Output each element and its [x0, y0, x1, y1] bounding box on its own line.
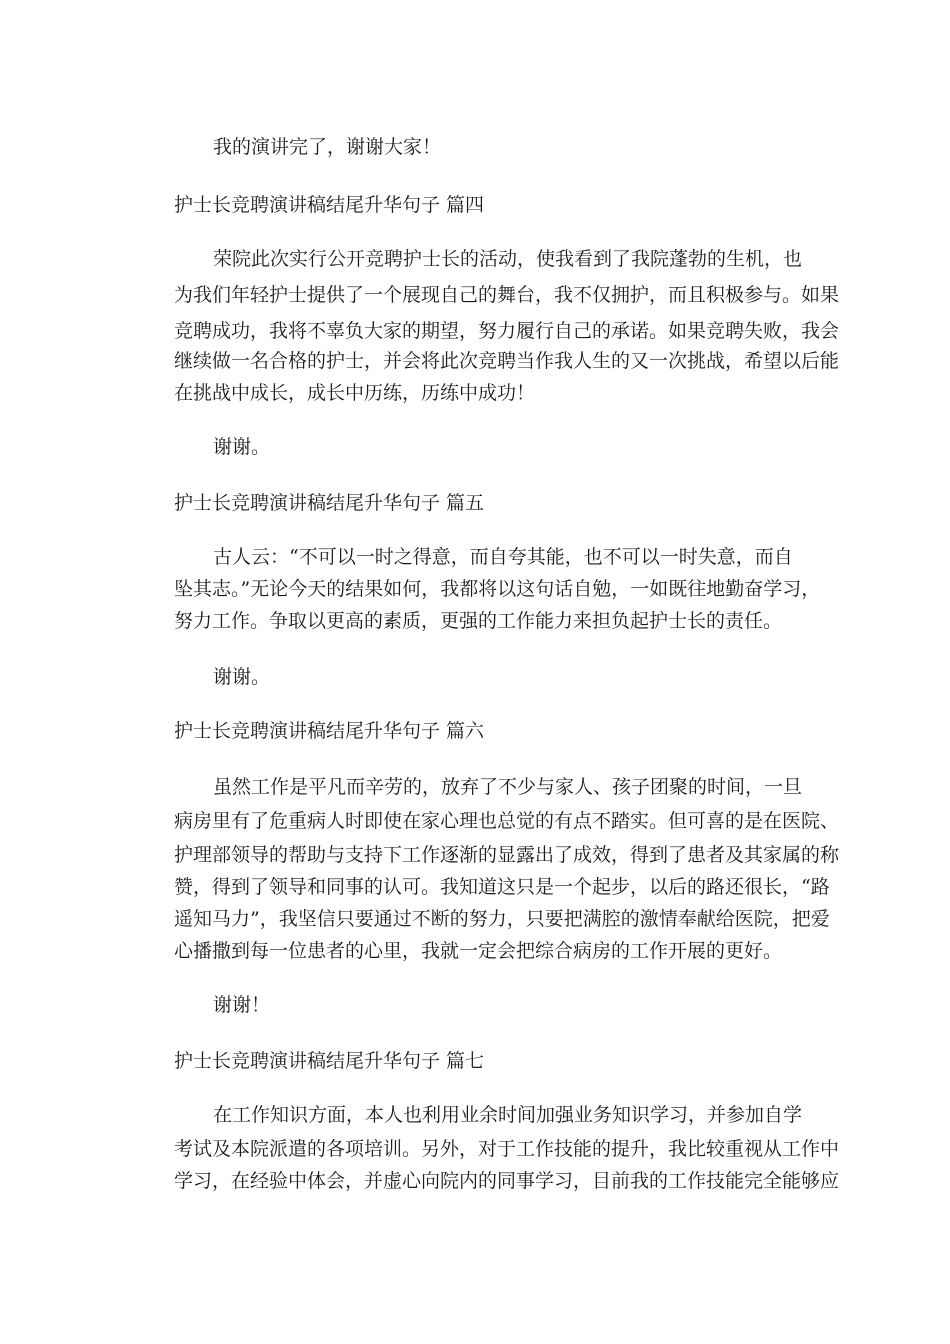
- paragraph-line: [0, 806, 950, 836]
- section-4-thanks: 谢谢。: [213, 436, 271, 458]
- section-6-line-4: 赞，得到了领导和同事的认可。我知道这只是一个起步，以后的路还很长，“路: [174, 876, 830, 898]
- paragraph-line: [0, 1166, 950, 1196]
- paragraph-line: [0, 936, 950, 966]
- section-4-heading: 护士长竞聘演讲稿结尾升华句子 篇四: [174, 194, 485, 216]
- section-heading: [0, 716, 950, 746]
- section-6-line-6: 心播撒到每一位患者的心里，我就一定会把综合病房的工作开展的更好。: [174, 940, 783, 962]
- section-4-line-3: 竞聘成功，我将不辜负大家的期望，努力履行自己的承诺。如果竞聘失败，我会: [174, 320, 840, 342]
- closing-text: 我的演讲完了，谢谢大家！: [213, 136, 442, 158]
- paragraph-line: [0, 772, 950, 802]
- section-6-line-3: 护理部领导的帮助与支持下工作逐渐的显露出了成效，得到了患者及其家属的称: [174, 844, 840, 866]
- section-5-heading: 护士长竞聘演讲稿结尾升华句子 篇五: [174, 492, 485, 514]
- section-5-line-1: 古人云：“不可以一时之得意，而自夸其能，也不可以一时失意，而自: [213, 546, 793, 568]
- section-7-line-2: 考试及本院派遣的各项培训。另外，对于工作技能的提升，我比较重视从工作中: [174, 1138, 840, 1160]
- section-6-line-2: 病房里有了危重病人时即使在家心理也总觉的有点不踏实。但可喜的是在医院、: [174, 810, 840, 832]
- paragraph-line: [0, 1100, 950, 1130]
- section-4-line-4: 继续做一名合格的护士，并会将此次竞聘当作我人生的又一次挑战，希望以后能: [174, 350, 840, 372]
- thanks-line: [0, 432, 950, 462]
- section-6-heading: 护士长竞聘演讲稿结尾升华句子 篇六: [174, 720, 485, 742]
- section-heading: [0, 1046, 950, 1076]
- section-4-line-1: 荣院此次实行公开竞聘护士长的活动，使我看到了我院蓬勃的生机，也: [213, 248, 803, 270]
- section-6-thanks: 谢谢！: [213, 994, 271, 1016]
- section-6-line-5: 遥知马力”，我坚信只要通过不断的努力，只要把满腔的激情奉献给医院，把爱: [174, 908, 830, 930]
- section-5-thanks: 谢谢。: [213, 666, 271, 688]
- paragraph-line: [0, 606, 950, 636]
- section-6-line-1: 虽然工作是平凡而辛劳的，放弃了不少与家人、孩子团聚的时间，一旦: [213, 776, 803, 798]
- thanks-line: [0, 662, 950, 692]
- closing-line: [0, 132, 950, 162]
- paragraph-line: [0, 1134, 950, 1164]
- paragraph-line: [0, 280, 950, 310]
- section-7-line-1: 在工作知识方面，本人也利用业余时间加强业务知识学习，并参加自学: [213, 1104, 803, 1126]
- paragraph-line: [0, 542, 950, 572]
- section-heading: [0, 488, 950, 518]
- paragraph-line: [0, 378, 950, 408]
- section-heading: [0, 190, 950, 220]
- section-4-line-2: 为我们年轻护士提供了一个展现自己的舞台，我不仅拥护，而且积极参与。如果: [174, 284, 840, 306]
- paragraph-line: [0, 244, 950, 274]
- section-5-line-3: 努力工作。争取以更高的素质，更强的工作能力来担负起护士长的责任。: [174, 610, 783, 632]
- paragraph-line: [0, 574, 950, 604]
- section-7-heading: 护士长竞聘演讲稿结尾升华句子 篇七: [174, 1050, 485, 1072]
- section-4-line-5: 在挑战中成长，成长中历练，历练中成功！: [174, 382, 536, 404]
- section-5-line-2: 坠其志。”无论今天的结果如何，我都将以这句话自勉，一如既往地勤奋学习，: [174, 578, 821, 600]
- paragraph-line: [0, 346, 950, 376]
- paragraph-line: [0, 316, 950, 346]
- thanks-line: [0, 990, 950, 1020]
- paragraph-line: [0, 872, 950, 902]
- section-7-line-3: 学习，在经验中体会，并虚心向院内的同事学习，目前我的工作技能完全能够应: [174, 1170, 840, 1192]
- paragraph-line: [0, 904, 950, 934]
- paragraph-line: [0, 840, 950, 870]
